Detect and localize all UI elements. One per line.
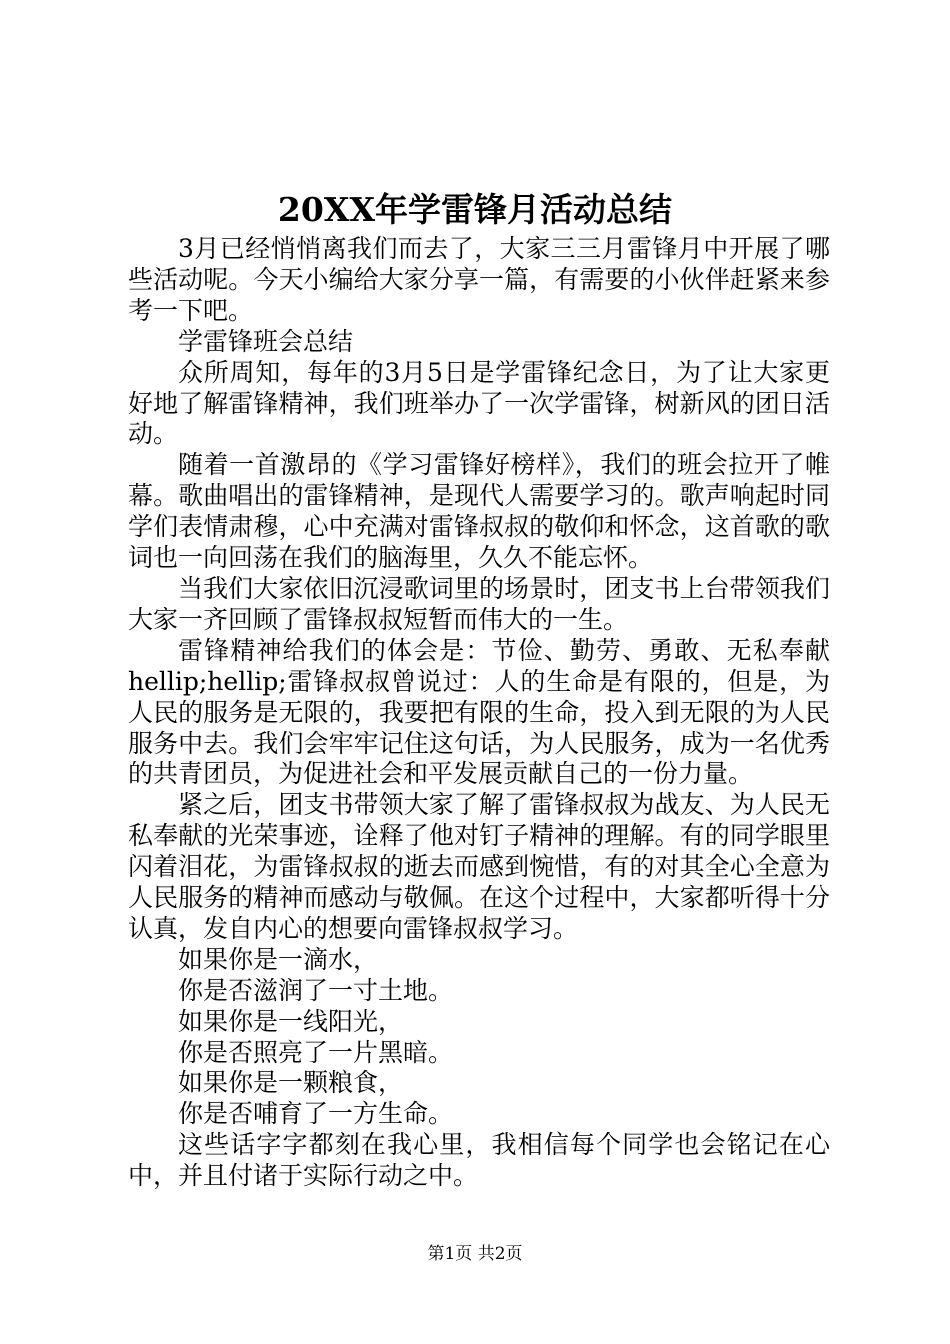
document-body [128,234,830,1192]
poem-line: 如果你是一颗粮食， [178,1068,404,1098]
paragraph: 紧之后，团支书带领大家了解了雷锋叔叔为战友、为人民无私奉献的光荣事迹，诠释了他对钉子精神的理解。有的同学眼里闪着泪花，为雷锋叔叔的逝去而感到惋惜，有的对其全心全意为人民服务的精神而感动与敬佩。在这个过程中，大家都听得十分认真，发自内心的想要向雷锋叔叔学习。 [128,790,830,943]
section-heading: 学雷锋班会总结 [178,326,354,356]
paragraph-closing: 这些话字字都刻在我心里，我相信每个同学也会铭记在心中，并且付诸于实际行动之中。 [128,1130,830,1191]
poem-line: 你是否滋润了一寸土地。 [178,975,454,1005]
poem-line: 你是否照亮了一片黑暗。 [178,1037,454,1067]
paragraph: 雷锋精神给我们的体会是：节俭、勤劳、勇敢、无私奉献hellip;hellip;雷锋叔叔曾说过：人的生命是有限的，但是，为人民的服务是无限的，我要把有限的生命，投入到无限的为人民服务中去。我们会牢牢记住这句话，为人民服务，成为一名优秀的共青团员，为促进社会和平发展贡献自己的一份力量。 [128,635,830,789]
paragraph-intro: 3月已经悄悄离我们而去了，大家三三月雷锋月中开展了哪些活动呢。今天小编给大家分享一篇，有需要的小伙伴赶紧来参考一下吧。 [128,234,830,325]
document-title: 20XX年学雷锋月活动总结 [277,190,673,229]
paragraph: 众所周知，每年的3月5日是学雷锋纪念日，为了让大家更好地了解雷锋精神，我们班举办了一次学雷锋，树新风的团日活动。 [128,357,830,449]
paragraph: 当我们大家依旧沉浸歌词里的场景时，团支书上台带领我们大家一齐回顾了雷锋叔叔短暂而伟大的一生。 [128,573,830,634]
paragraph: 随着一首激昂的《学习雷锋好榜样》，我们的班会拉开了帷幕。歌曲唱出的雷锋精神，是现代人需要学习的。歌声响起时同学们表情肃穆，心中充满对雷锋叔叔的敬仰和怀念，这首歌的歌词也一向回荡在我们的脑海里，久久不能忘怀。 [128,450,830,573]
page-number-footer: 第1页 共2页 [427,1244,523,1264]
poem-line: 你是否哺育了一方生命。 [178,1099,454,1129]
poem-line: 如果你是一线阳光， [178,1006,404,1036]
poem-line: 如果你是一滴水， [178,944,379,974]
